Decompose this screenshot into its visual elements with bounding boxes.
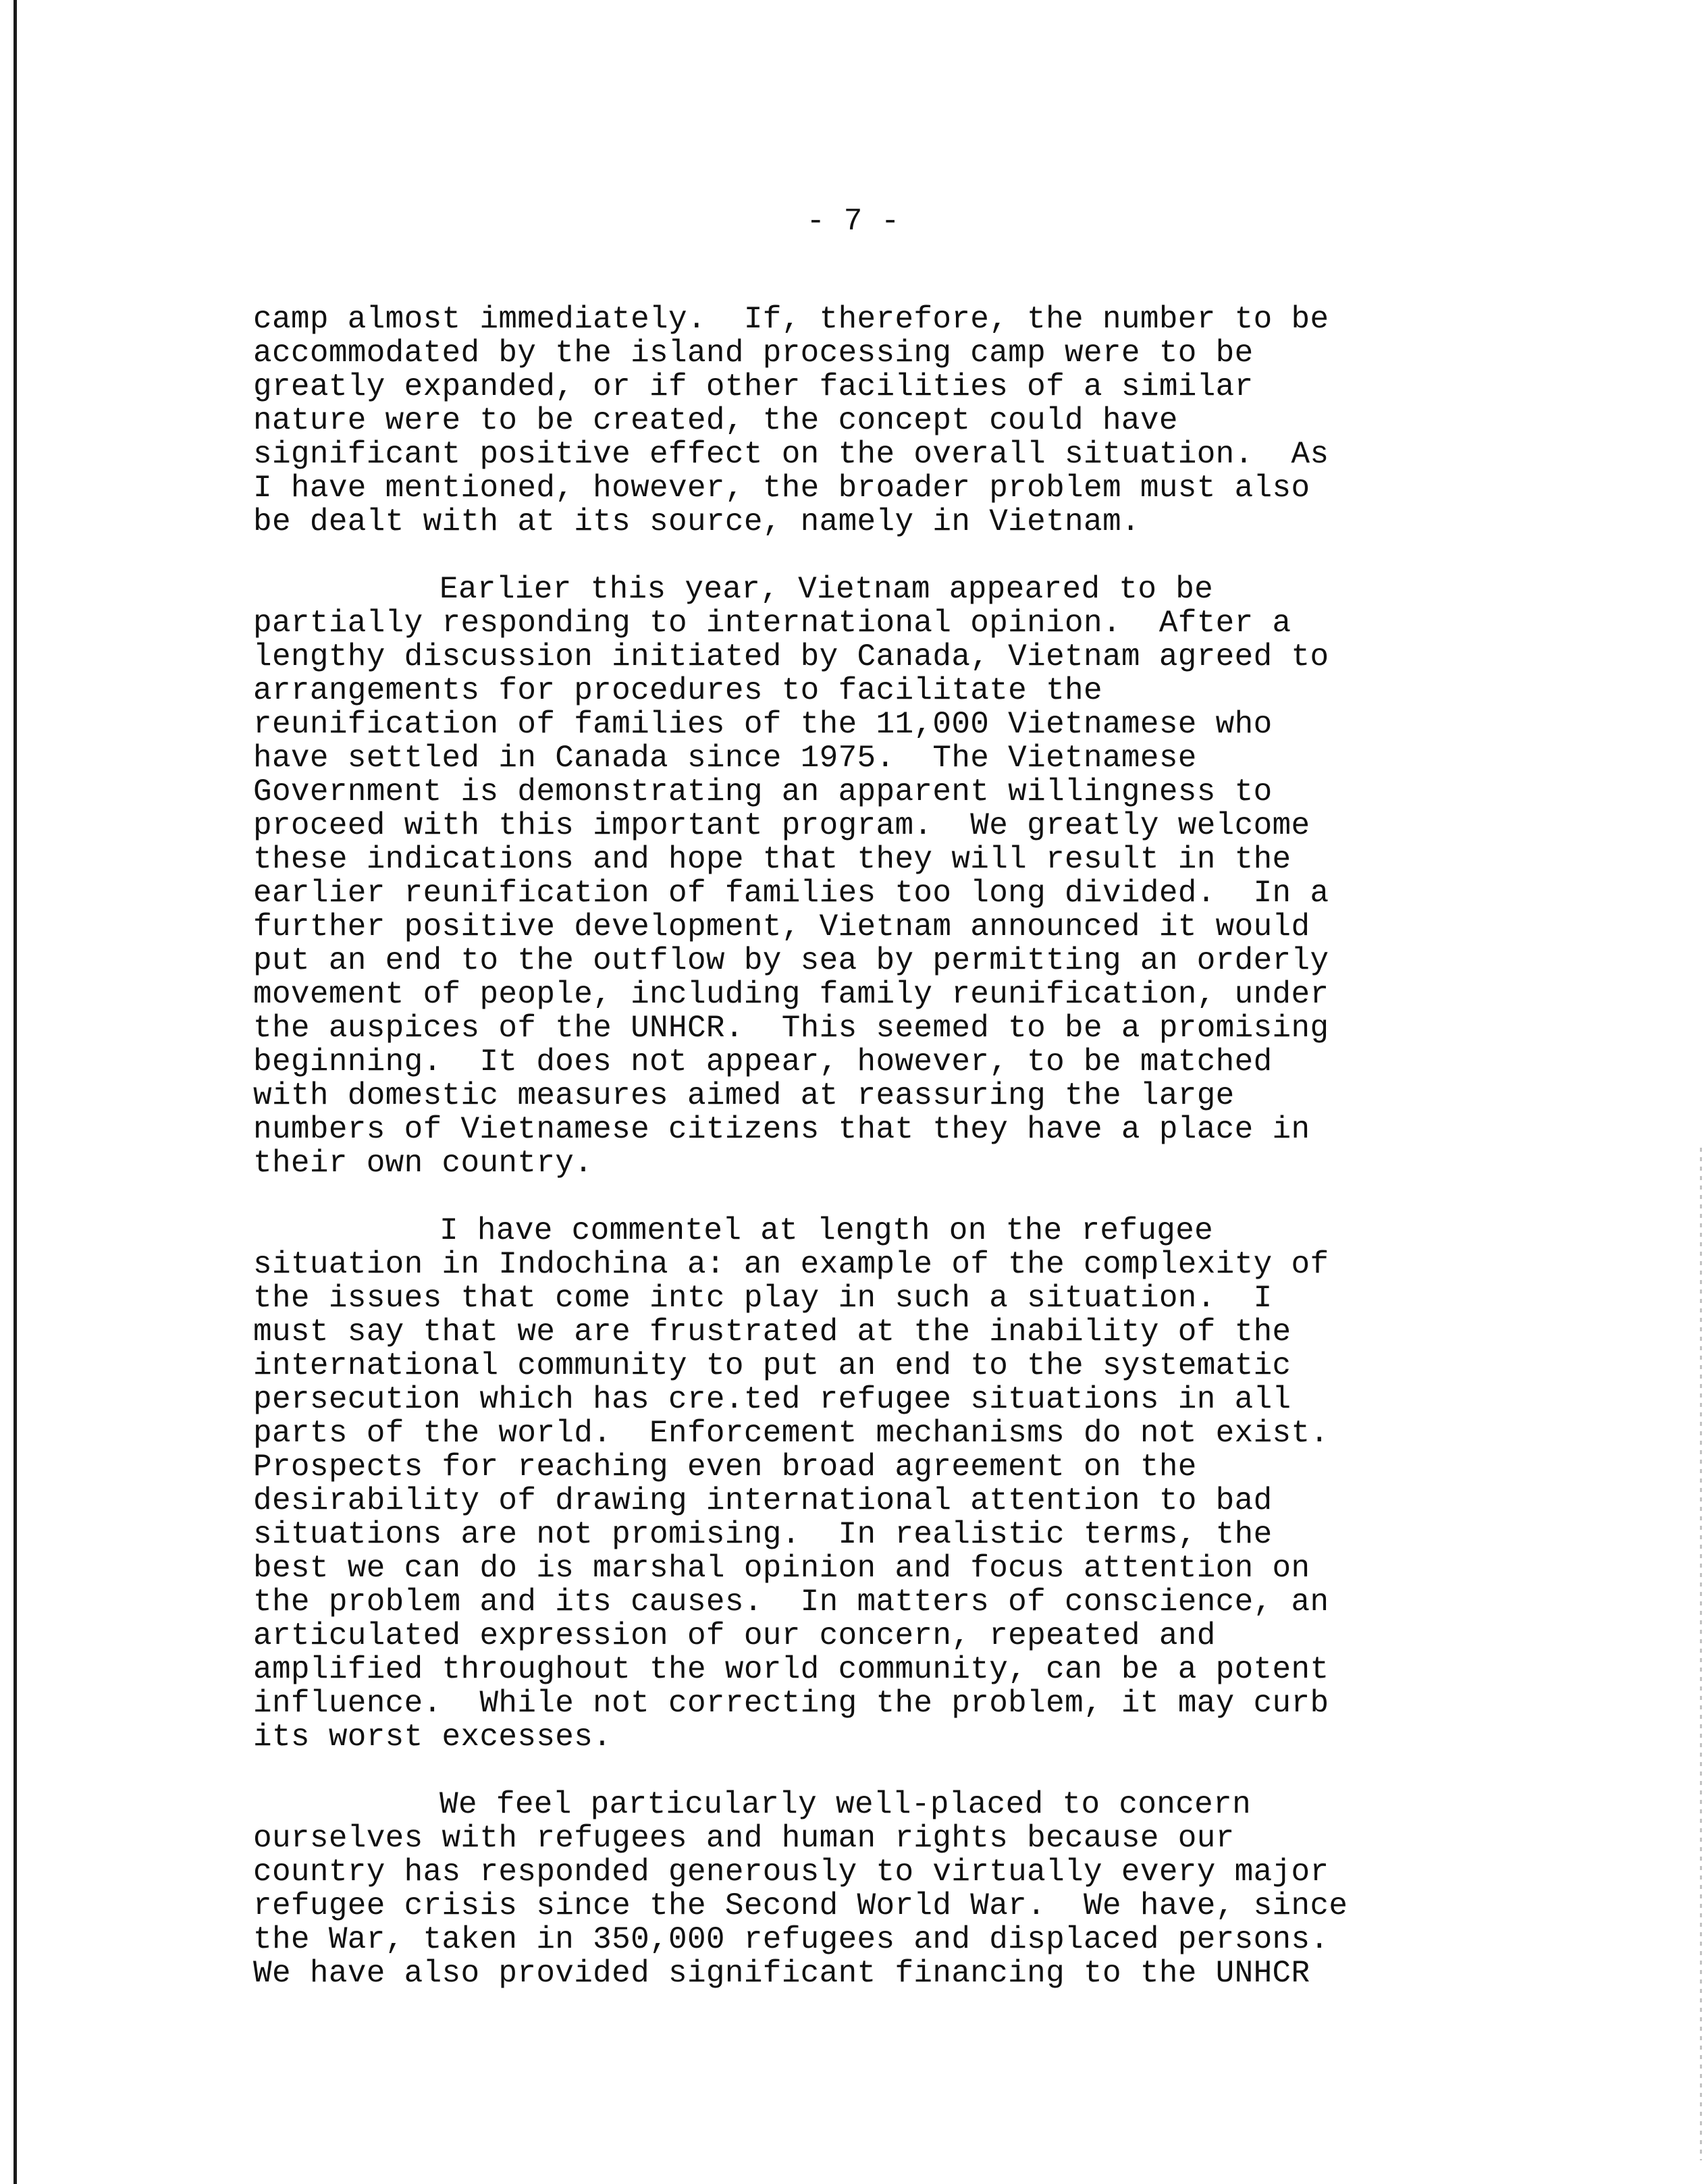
text-line: must say that we are frustrated at the inability of the [253, 1314, 1291, 1350]
text-line: partially responding to international opinion. After a [253, 606, 1291, 641]
text-line: I have mentioned, however, the broader problem must also [253, 471, 1310, 506]
text-line: the War, taken in 350,000 refugees and displaced persons. [253, 1922, 1329, 1957]
paragraph [253, 572, 1468, 1180]
text-line: refugee crisis since the Second World War. We have, since [253, 1888, 1348, 1923]
text-line: accommodated by the island processing camp were to be [253, 336, 1254, 371]
text-line: their own country. [253, 1146, 593, 1181]
text-line: be dealt with at its source, namely in Vietnam. [253, 504, 1140, 539]
text-line: amplified throughout the world community, can be a potent [253, 1652, 1329, 1687]
text-line: numbers of Vietnamese citizens that they have a place in [253, 1112, 1310, 1147]
text-line: lengthy discussion initiated by Canada, Vietnam agreed to [253, 639, 1329, 674]
text-line: greatly expanded, or if other facilities of a similar [253, 369, 1254, 404]
text-line: international community to put an end to the systematic [253, 1348, 1291, 1383]
text-line: ourselves with refugees and human rights because our [253, 1821, 1235, 1856]
document-body [253, 302, 1468, 2024]
text-line: best we can do is marshal opinion and focus attention on [253, 1551, 1310, 1586]
text-line: put an end to the outflow by sea by permitting an orderly [253, 943, 1329, 978]
scan-right-edge [1700, 1148, 1702, 2160]
paragraph [253, 1214, 1468, 1754]
text-line: Earlier this year, Vietnam appeared to be [439, 572, 1214, 607]
text-line: camp almost immediately. If, therefore, the number to be [253, 302, 1329, 337]
text-line: desirability of drawing international attention to bad [253, 1483, 1273, 1518]
text-line: Prospects for reaching even broad agreement on the [253, 1449, 1197, 1485]
text-line: the auspices of the UNHCR. This seemed to be a promising [253, 1011, 1329, 1046]
text-line: with domestic measures aimed at reassuring the large [253, 1078, 1235, 1113]
text-line: parts of the world. Enforcement mechanisms do not exist. [253, 1416, 1329, 1451]
scan-left-edge [14, 0, 17, 2184]
text-line: articulated expression of our concern, repeated and [253, 1618, 1216, 1653]
text-line: We have also provided significant financing to the UNHCR [253, 1956, 1310, 1991]
text-line: situations are not promising. In realistic terms, the [253, 1517, 1273, 1552]
text-line: We feel particularly well-placed to concern [439, 1787, 1252, 1822]
text-line: beginning. It does not appear, however, to be matched [253, 1044, 1273, 1080]
text-line: reunification of families of the 11,000 Vietnamese who [253, 707, 1273, 742]
text-line: earlier reunification of families too long divided. In a [253, 876, 1329, 911]
text-line: nature were to be created, the concept could have [253, 403, 1178, 438]
text-line: situation in Indochina a: an example of the complexity of [253, 1247, 1329, 1282]
text-line: these indications and hope that they will result in the [253, 842, 1291, 877]
text-line: country has responded generously to virtually every major [253, 1855, 1329, 1890]
text-line: its worst excesses. [253, 1720, 612, 1755]
text-line: the problem and its causes. In matters of conscience, an [253, 1584, 1329, 1620]
paragraph [253, 1788, 1468, 1990]
text-line: proceed with this important program. We greatly welcome [253, 808, 1310, 843]
text-line: significant positive effect on the overall situation. As [253, 437, 1329, 472]
text-line: persecution which has cre.ted refugee situations in all [253, 1382, 1291, 1417]
text-line: arrangements for procedures to facilitate the [253, 673, 1102, 708]
text-line: further positive development, Vietnam announced it would [253, 909, 1310, 944]
text-line: the issues that come intc play in such a situation. I [253, 1281, 1273, 1316]
page-number: - 7 - [806, 204, 900, 239]
text-line: Government is demonstrating an apparent willingness to [253, 774, 1273, 809]
text-line: influence. While not correcting the problem, it may curb [253, 1686, 1329, 1721]
text-line: have settled in Canada since 1975. The Vietnamese [253, 741, 1197, 776]
text-line: movement of people, including family reunification, under [253, 977, 1329, 1012]
text-line: I have commentel at length on the refugee [439, 1213, 1214, 1248]
paragraph [253, 302, 1468, 539]
